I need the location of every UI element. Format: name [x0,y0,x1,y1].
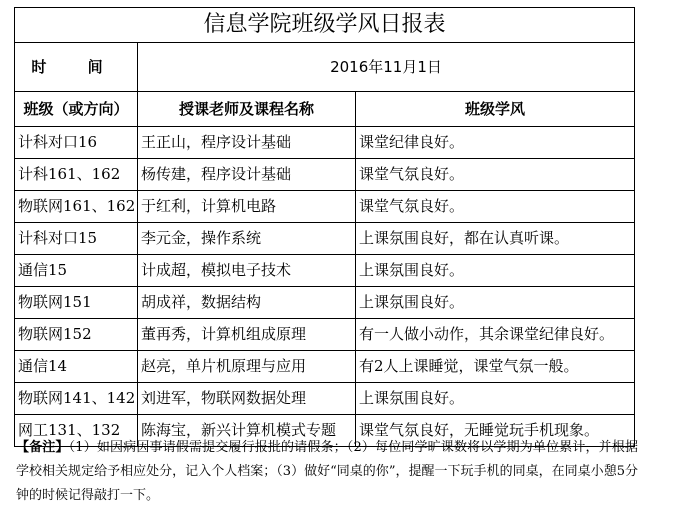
teacher-course-cell: 刘进军，物联网数据处理 [138,383,356,415]
header-row [15,92,635,127]
study-style-cell: 上课氛围良好。 [356,383,635,415]
class-cell: 通信15 [15,255,138,287]
teacher-course-cell: 计成超，模拟电子技术 [138,255,356,287]
study-style-cell: 上课氛围良好，都在认真听课。 [356,223,635,255]
teacher-course-cell: 王正山，程序设计基础 [138,127,356,159]
remarks-text: （1）如因病因事请假需提交履行报批的请假条；（2）每位同学旷课数将以学期为单位累计，并根据学校相关规定给予相应处分，记入个人档案；（3）做好“同桌的你”，提醒一下玩手机的同桌，在同桌小憩5分钟的时候记得敲打一下。 [16,440,638,503]
study-style-cell: 有一人做小动作，其余课堂纪律良好。 [356,319,635,351]
time-label: 时 间 [15,43,138,92]
title-row [15,8,635,43]
class-cell: 物联网151 [15,287,138,319]
table-row [15,127,635,159]
class-cell: 物联网141、142 [15,383,138,415]
teacher-course-cell: 董再秀，计算机组成原理 [138,319,356,351]
study-style-cell: 课堂气氛良好，无睡觉玩手机现象。 [356,415,635,447]
report-date: 2016年11月1日 [138,43,635,92]
study-style-cell: 课堂纪律良好。 [356,127,635,159]
table-row [15,351,635,383]
study-style-cell: 课堂气氛良好。 [356,191,635,223]
time-row [15,43,635,92]
teacher-course-cell: 于红利，计算机电路 [138,191,356,223]
table-row [15,287,635,319]
report-title: 信息学院班级学风日报表 [15,8,635,43]
study-style-cell: 课堂气氛良好。 [356,159,635,191]
table-row [15,319,635,351]
header-study-style: 班级学风 [356,92,635,127]
study-style-cell: 有2人上课睡觉，课堂气氛一般。 [356,351,635,383]
header-teacher-course: 授课老师及课程名称 [138,92,356,127]
teacher-course-cell: 李元金，操作系统 [138,223,356,255]
class-cell: 通信14 [15,351,138,383]
class-cell: 计科对口15 [15,223,138,255]
class-cell: 计科161、162 [15,159,138,191]
teacher-course-cell: 陈海宝，新兴计算机模式专题 [138,415,356,447]
table-row [15,255,635,287]
study-style-cell: 上课氛围良好。 [356,287,635,319]
daily-report-table [14,7,635,447]
header-class: 班级（或方向） [15,92,138,127]
teacher-course-cell: 赵亮，单片机原理与应用 [138,351,356,383]
class-cell: 网工131、132 [15,415,138,447]
class-cell: 物联网161、162 [15,191,138,223]
table-row [15,191,635,223]
table-row [15,383,635,415]
table-row [15,223,635,255]
remarks-label: 【备注】 [16,440,69,455]
teacher-course-cell: 胡成祥，数据结构 [138,287,356,319]
table-row [15,159,635,191]
teacher-course-cell: 杨传建，程序设计基础 [138,159,356,191]
class-cell: 计科对口16 [15,127,138,159]
class-cell: 物联网152 [15,319,138,351]
remarks-note [16,436,638,508]
study-style-cell: 上课氛围良好。 [356,255,635,287]
